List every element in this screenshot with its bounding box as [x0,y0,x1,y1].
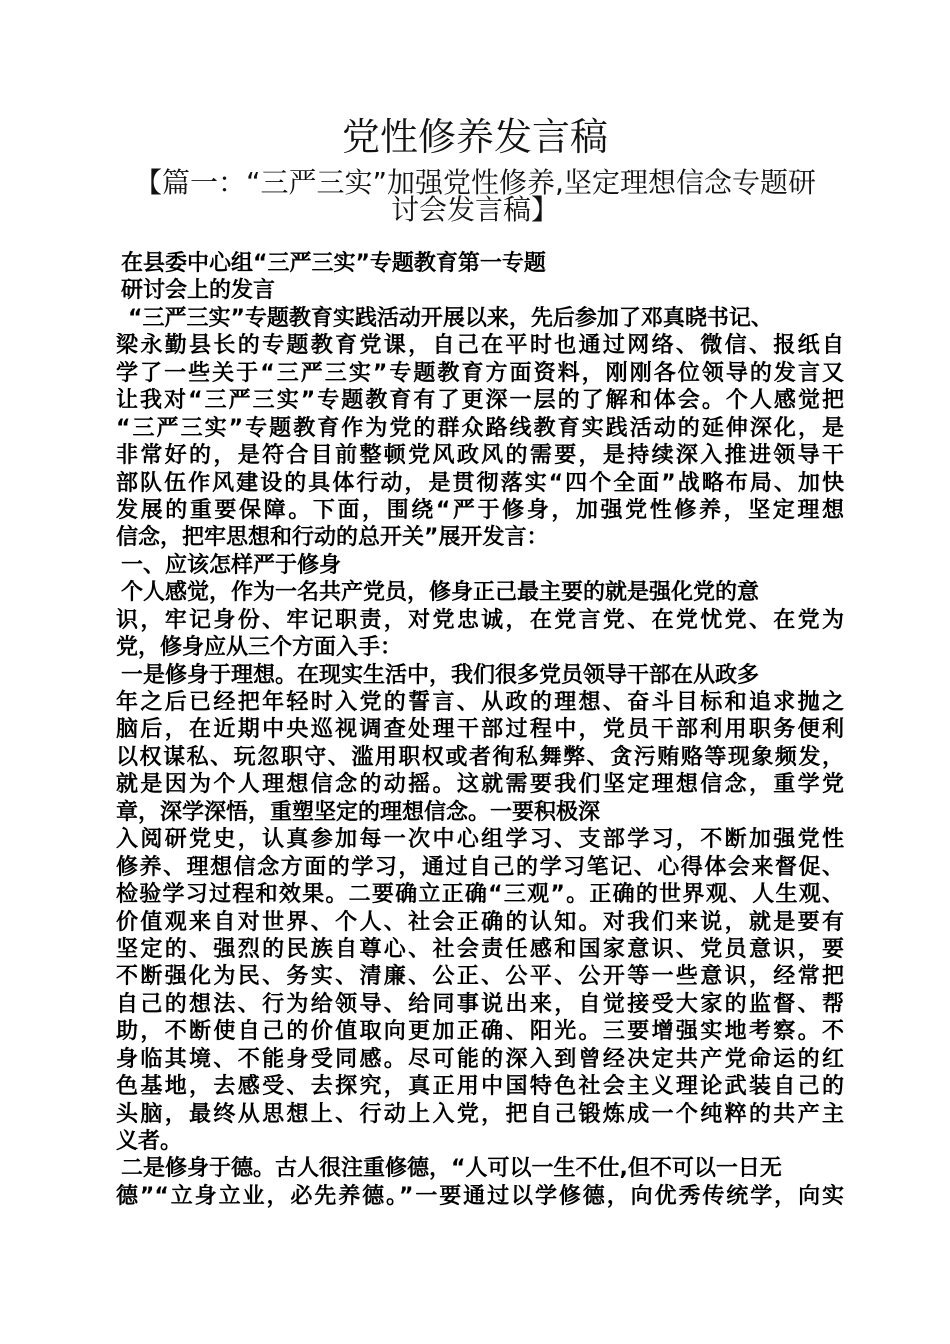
body-line: 色基地，去感受、去探究，真正用中国特色社会主义理论武装自己的 [116,1074,844,1100]
body-line: 自己的想法、行为给领导、给同事说出来，自觉接受大家的监督、帮 [116,991,844,1017]
body-line: 党，修身应从三个方面入手： [116,635,403,661]
body-line: 就是因为个人理想信念的动摇。这就需要我们坚定理想信念，重学党 [116,772,844,798]
body-line: 身临其境、不能身受同感。尽可能的深入到曾经决定共产党命运的红 [116,1046,844,1072]
body-line: 德”“立身立业，必先养德。”一要通过以学修德，向优秀传统学，向实 [116,1183,844,1209]
body-line: 梁永勤县长的专题教育党课，自己在平时也通过网络、微信、报纸自 [116,333,844,359]
body-line: 助，不断使自己的价值取向更加正确、阳光。三要增强实地考察。不 [116,1019,844,1045]
body-line: 学了一些关于“三严三实”专题教育方面资料，刚刚各位领导的发言又 [116,360,844,386]
body-line: 二是修身于德。古人很注重修德，“人可以一生不仕,但不可以一日无 [121,1156,782,1182]
document-body [116,250,844,1210]
subtitle-line: 讨会发言稿】 [390,193,559,227]
body-line: 一是修身于理想。在现实生活中，我们很多党员领导干部在从政多 [121,662,760,688]
body-line: 发展的重要保障。下面，围绕“严于修身，加强党性修养，坚定理想 [116,497,844,523]
body-line: 年之后已经把年轻时入党的誓言、从政的理想、奋斗目标和追求抛之 [116,690,844,715]
body-line: 章，深学深悟，重塑坚定的理想信念。一要积极深 [116,799,601,825]
body-line: 脑后，在近期中央巡视调查处理干部过程中，党员干部利用职务便利 [116,717,844,743]
subtitle-line: 【篇一：“三严三实”加强党性修养,坚定理想信念专题研 [134,166,816,199]
body-line: 价值观来自对世界、个人、社会正确的认知。对我们来说，就是要有 [116,909,844,935]
body-line: 检验学习过程和效果。二要确立正确“三观”。正确的世界观、人生观、 [116,882,844,908]
document-subtitle [110,166,840,227]
body-line: “三严三实”专题教育实践活动开展以来，先后参加了邓真晓书记、 [128,305,773,331]
document-title: 党性修养发言稿 [341,115,608,159]
body-line: 在县委中心组“三严三实”专题教育第一专题 [121,251,546,276]
body-line: 部队伍作风建设的具体行动，是贯彻落实“四个全面”战略布局、加快 [116,470,844,496]
body-line: “三严三实”专题教育作为党的群众路线教育实践活动的延伸深化，是 [116,415,844,441]
body-line: 不断强化为民、务实、清廉、公正、公平、公开等一些意识，经常把 [116,964,844,990]
body-line: 个人感觉，作为一名共产党员，修身正己最主要的就是强化党的意 [121,580,760,606]
body-line: 入阅研党史，认真参加每一次中心组学习、支部学习，不断加强党性 [116,827,844,853]
body-line: 头脑，最终从思想上、行动上入党，把自己锻炼成一个纯粹的共产主 [116,1101,844,1127]
body-line: 坚定的、强烈的民族自尊心、社会责任感和国家意识、党员意识，要 [116,936,844,962]
body-line: 以权谋私、玩忽职守、滥用职权或者徇私舞弊、贪污贿赂等现象频发， [116,744,844,770]
body-line: 修养、理想信念方面的学习，通过自己的学习笔记、心得体会来督促、 [116,854,844,880]
body-line: 义者。 [116,1129,183,1154]
body-line: 识，牢记身份、牢记职责，对党忠诚，在党言党、在党忧党、在党为 [116,607,844,633]
body-line: 非常好的，是符合目前整顿党风政风的需要，是持续深入推进领导干 [116,443,844,469]
body-line: 让我对“三严三实”专题教育有了更深一层的了解和体会。个人感觉把 [116,388,844,414]
body-line: 研讨会上的发言 [121,278,276,304]
section-heading: 一、应该怎样严于修身 [121,552,342,578]
body-line: 信念，把牢思想和行动的总开关”展开发言： [116,525,549,551]
